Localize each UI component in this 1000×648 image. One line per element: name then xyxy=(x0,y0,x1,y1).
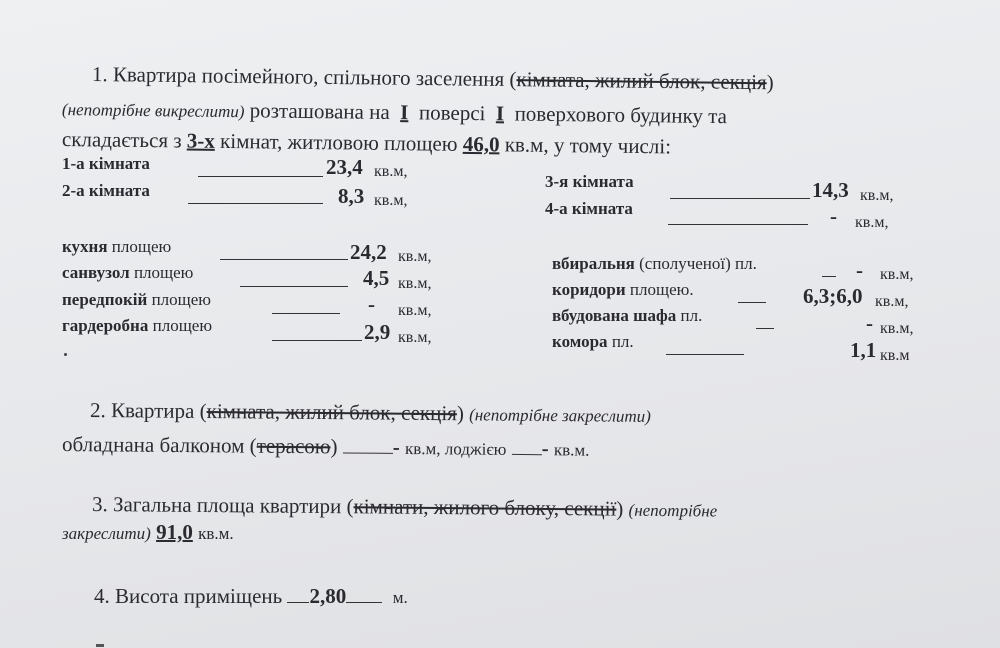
section-2-line-1: 2. Квартира (кімната, жилий блок, секція) (непотрібне закреслити) xyxy=(89,398,651,426)
note-text: закреслити) xyxy=(62,524,151,543)
wardrobe-label: гардеробна площею xyxy=(62,316,213,335)
floors-total-value: I xyxy=(495,101,505,126)
fill-line xyxy=(666,354,744,355)
section-1-line-2: (непотрібне викреслити) розташована на I поверсі I поверхового будинку та xyxy=(61,98,728,129)
kitchen-label: кухня площею xyxy=(62,237,172,256)
fill-line xyxy=(822,276,836,277)
height-value: 2,80 xyxy=(309,584,347,608)
section-2-line-2: обладнана балконом (терасою) - кв.м, лоджією - кв.м. xyxy=(61,432,590,461)
fill-line xyxy=(240,286,348,287)
wardrobe-value: 2,9 xyxy=(364,320,391,344)
fill-line xyxy=(198,176,323,177)
section-3-line-2: закреслити) 91,0 кв.м. xyxy=(62,520,234,544)
struck-text: кімната, жилий блок, секція xyxy=(206,399,458,426)
kitchen-unit: кв.м, xyxy=(398,248,432,265)
room4-unit: кв.м, xyxy=(855,214,889,231)
bathroom-label: санвузол площею xyxy=(62,263,194,282)
section-4-line: 4. Висота приміщень 2,80 м. xyxy=(94,584,408,608)
struck-text: кімната, жилий блок, секція xyxy=(516,67,767,95)
corridors-label: коридори площею. xyxy=(552,280,694,299)
toilet-unit: кв.м, xyxy=(880,266,914,283)
fill-line xyxy=(670,198,810,199)
room4-value: - xyxy=(830,204,837,228)
room1-unit: кв.м, xyxy=(374,163,408,180)
toilet-label: вбиральня (сполученої) пл. xyxy=(552,254,757,273)
room3-label: 3-я кімната xyxy=(545,172,634,191)
note-text: (непотрібне закреслити) xyxy=(469,405,651,426)
storage-value: 1,1 xyxy=(850,338,877,362)
note-text: (непотрібне викреслити) xyxy=(61,100,245,122)
fill-line xyxy=(220,259,348,260)
loggia-value: - xyxy=(541,436,549,461)
fill-line xyxy=(188,203,323,204)
closet-unit: кв.м, xyxy=(880,320,914,337)
closet-value: - xyxy=(866,311,873,335)
storage-unit: кв.м xyxy=(880,347,910,364)
section-1-line-3: складається з 3-х кімнат, житловою площею 46,0 кв.м, у тому числі: xyxy=(61,127,672,159)
section-1-line-1: 1. Квартира посімейного, спільного заселення (кімната, жилий блок, секція) xyxy=(91,62,774,95)
room3-unit: кв.м, xyxy=(860,187,894,204)
bathroom-unit: кв.м, xyxy=(398,275,432,292)
closet-label: вбудована шафа пл. xyxy=(552,306,703,325)
storage-label: комора пл. xyxy=(552,332,634,351)
rooms-count: 3-х xyxy=(186,128,216,153)
hallway-unit: кв.м, xyxy=(398,302,432,319)
fill-line xyxy=(272,340,362,341)
wardrobe-unit: кв.м, xyxy=(398,329,432,346)
toilet-value: - xyxy=(856,258,863,282)
struck-text: кімнати, жилого блоку, секції xyxy=(353,494,617,521)
floor-value: I xyxy=(400,100,409,125)
top-fragment xyxy=(620,0,780,4)
balcony-value: - xyxy=(392,434,400,459)
section-3-line-1: 3. Загальна площа квартири (кімнати, жилого блоку, секції) (непотрібне xyxy=(91,492,718,521)
cut-off-text xyxy=(96,640,126,648)
total-area-value: 91,0 xyxy=(156,520,193,544)
dot-mark xyxy=(64,353,67,356)
fill-line xyxy=(272,313,340,314)
room1-label: 1-а кімната xyxy=(62,154,150,173)
room2-unit: кв.м, xyxy=(374,192,408,209)
fill-line xyxy=(668,224,808,225)
living-area-value: 46,0 xyxy=(462,131,500,157)
fill-line xyxy=(756,328,774,329)
kitchen-value: 24,2 xyxy=(350,240,387,264)
bathroom-value: 4,5 xyxy=(363,266,390,290)
room4-label: 4-а кімната xyxy=(545,199,633,218)
hallway-label: передпокій площею xyxy=(62,290,211,309)
corridors-value: 6,3;6,0 xyxy=(803,284,863,308)
struck-text: терасою xyxy=(256,433,331,459)
fill-line xyxy=(738,302,766,303)
room3-value: 14,3 xyxy=(812,178,849,202)
hallway-value: - xyxy=(368,292,375,316)
room2-value: 8,3 xyxy=(338,184,365,208)
corridors-unit: кв.м, xyxy=(875,293,909,310)
room2-label: 2-а кімната xyxy=(62,181,150,200)
room1-value: 23,4 xyxy=(326,155,363,179)
note-text: (непотрібне xyxy=(628,500,718,521)
